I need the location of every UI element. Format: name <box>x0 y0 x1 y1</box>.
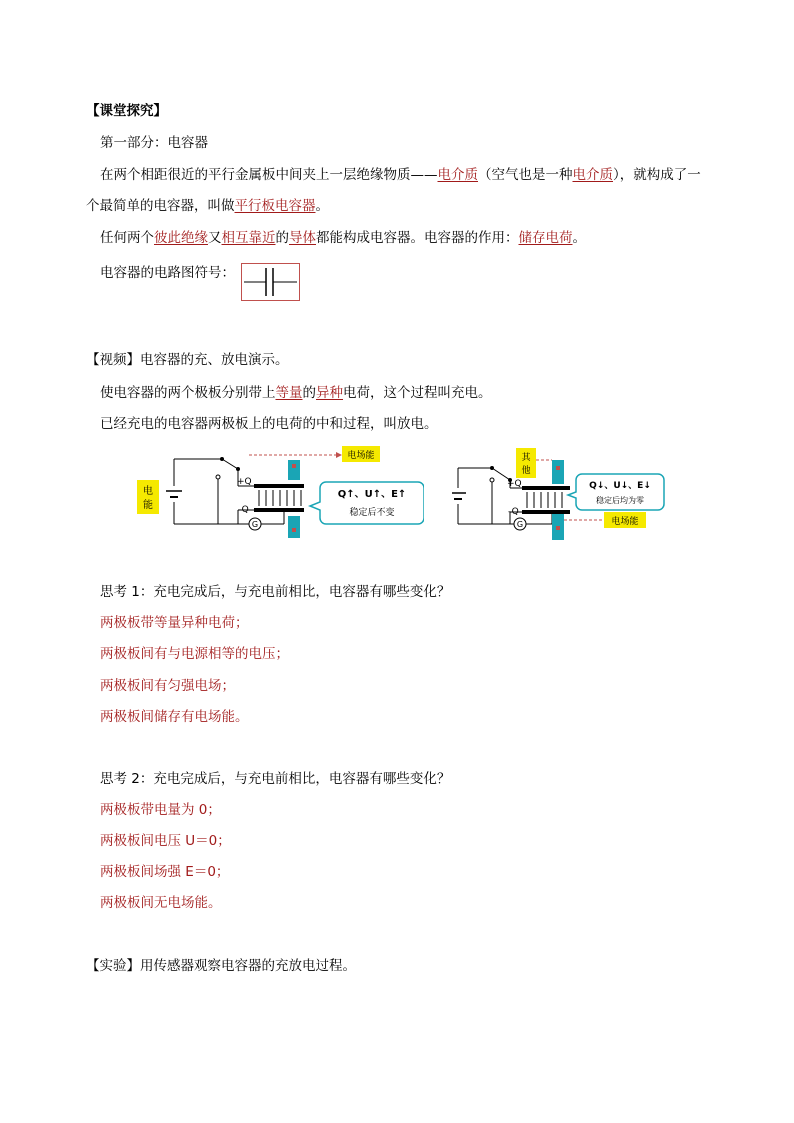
think2-question: 思考 2：充电完成后，与充电前相比，电容器有哪些变化？ <box>100 771 451 787</box>
term-dielectric-2: 电介质 <box>572 167 613 183</box>
charge-bubble-line2: 稳定后不变 <box>349 508 395 518</box>
source-label-1b: 能 <box>143 500 153 511</box>
galvanometer-label-2: G <box>516 520 524 529</box>
discharging-diagram <box>452 446 666 542</box>
charging-diagram <box>134 444 424 544</box>
think2-answer-4: 两极板间无电场能。 <box>100 895 222 911</box>
experiment-title: 【实验】用传感器观察电容器的充放电过程。 <box>86 958 356 974</box>
galvanometer-label-1: G <box>251 520 259 529</box>
term-parallel-plate: 平行板电容器 <box>234 198 316 214</box>
capacitor-symbol-box <box>241 263 300 301</box>
other-label-a: 其 <box>521 453 531 463</box>
field-energy-label-2: 电场能 <box>611 517 639 527</box>
plus-q-1: +Q <box>237 477 252 487</box>
section-heading: 【课堂探究】 <box>86 103 167 119</box>
think2-answer-1: 两极板带电量为 0； <box>100 802 221 818</box>
think2-answer-2: 两极板间电压 U＝0； <box>100 833 231 849</box>
think1-answer-4: 两极板间储存有电场能。 <box>100 709 249 725</box>
field-energy-label-1: 电场能 <box>347 451 375 461</box>
discharge-bubble-line1: Q↓、U↓、E↓ <box>589 481 651 491</box>
minus-q-1: -Q <box>238 505 249 515</box>
think1-answer-3: 两极板间有匀强电场； <box>100 678 235 694</box>
think2-answer-3: 两极板间场强 E＝0； <box>100 864 230 880</box>
think1-question: 思考 1：充电完成后，与充电前相比，电容器有哪些变化？ <box>100 584 451 600</box>
para2: 任何两个彼此绝缘又相互靠近的导体都能构成电容器。电容器的作用：储存电荷。 <box>100 230 586 246</box>
video-title: 【视频】电容器的充、放电演示。 <box>86 352 289 368</box>
video-line1: 使电容器的两个极板分别带上等量的异种电荷，这个过程叫充电。 <box>100 385 492 401</box>
para1-line1: 在两个相距很近的平行金属板中间夹上一层绝缘物质——电介质（空气也是一种电介质），就构成了一 <box>100 167 701 183</box>
video-line2: 已经充电的电容器两极板上的电荷的中和过程，叫放电。 <box>100 416 438 432</box>
source-label-1a: 电 <box>143 486 153 497</box>
charge-bubble-line1: Q↑、U↑、E↑ <box>337 489 407 500</box>
part1-title: 第一部分：电容器 <box>100 135 208 151</box>
capacitor-symbol-icon <box>242 264 299 300</box>
para1-line2: 个最简单的电容器，叫做平行板电容器。 <box>86 198 329 214</box>
other-label-b: 他 <box>521 466 531 476</box>
minus-q-2: -Q <box>508 507 519 517</box>
think1-answer-1: 两极板带等量异种电荷； <box>100 615 249 631</box>
discharge-bubble-line2: 稳定后均为零 <box>596 496 644 505</box>
symbol-label: 电容器的电路图符号： <box>100 265 235 281</box>
think1-answer-2: 两极板间有与电源相等的电压； <box>100 646 289 662</box>
term-dielectric: 电介质 <box>437 167 478 183</box>
plus-q-2: +Q <box>507 479 522 489</box>
